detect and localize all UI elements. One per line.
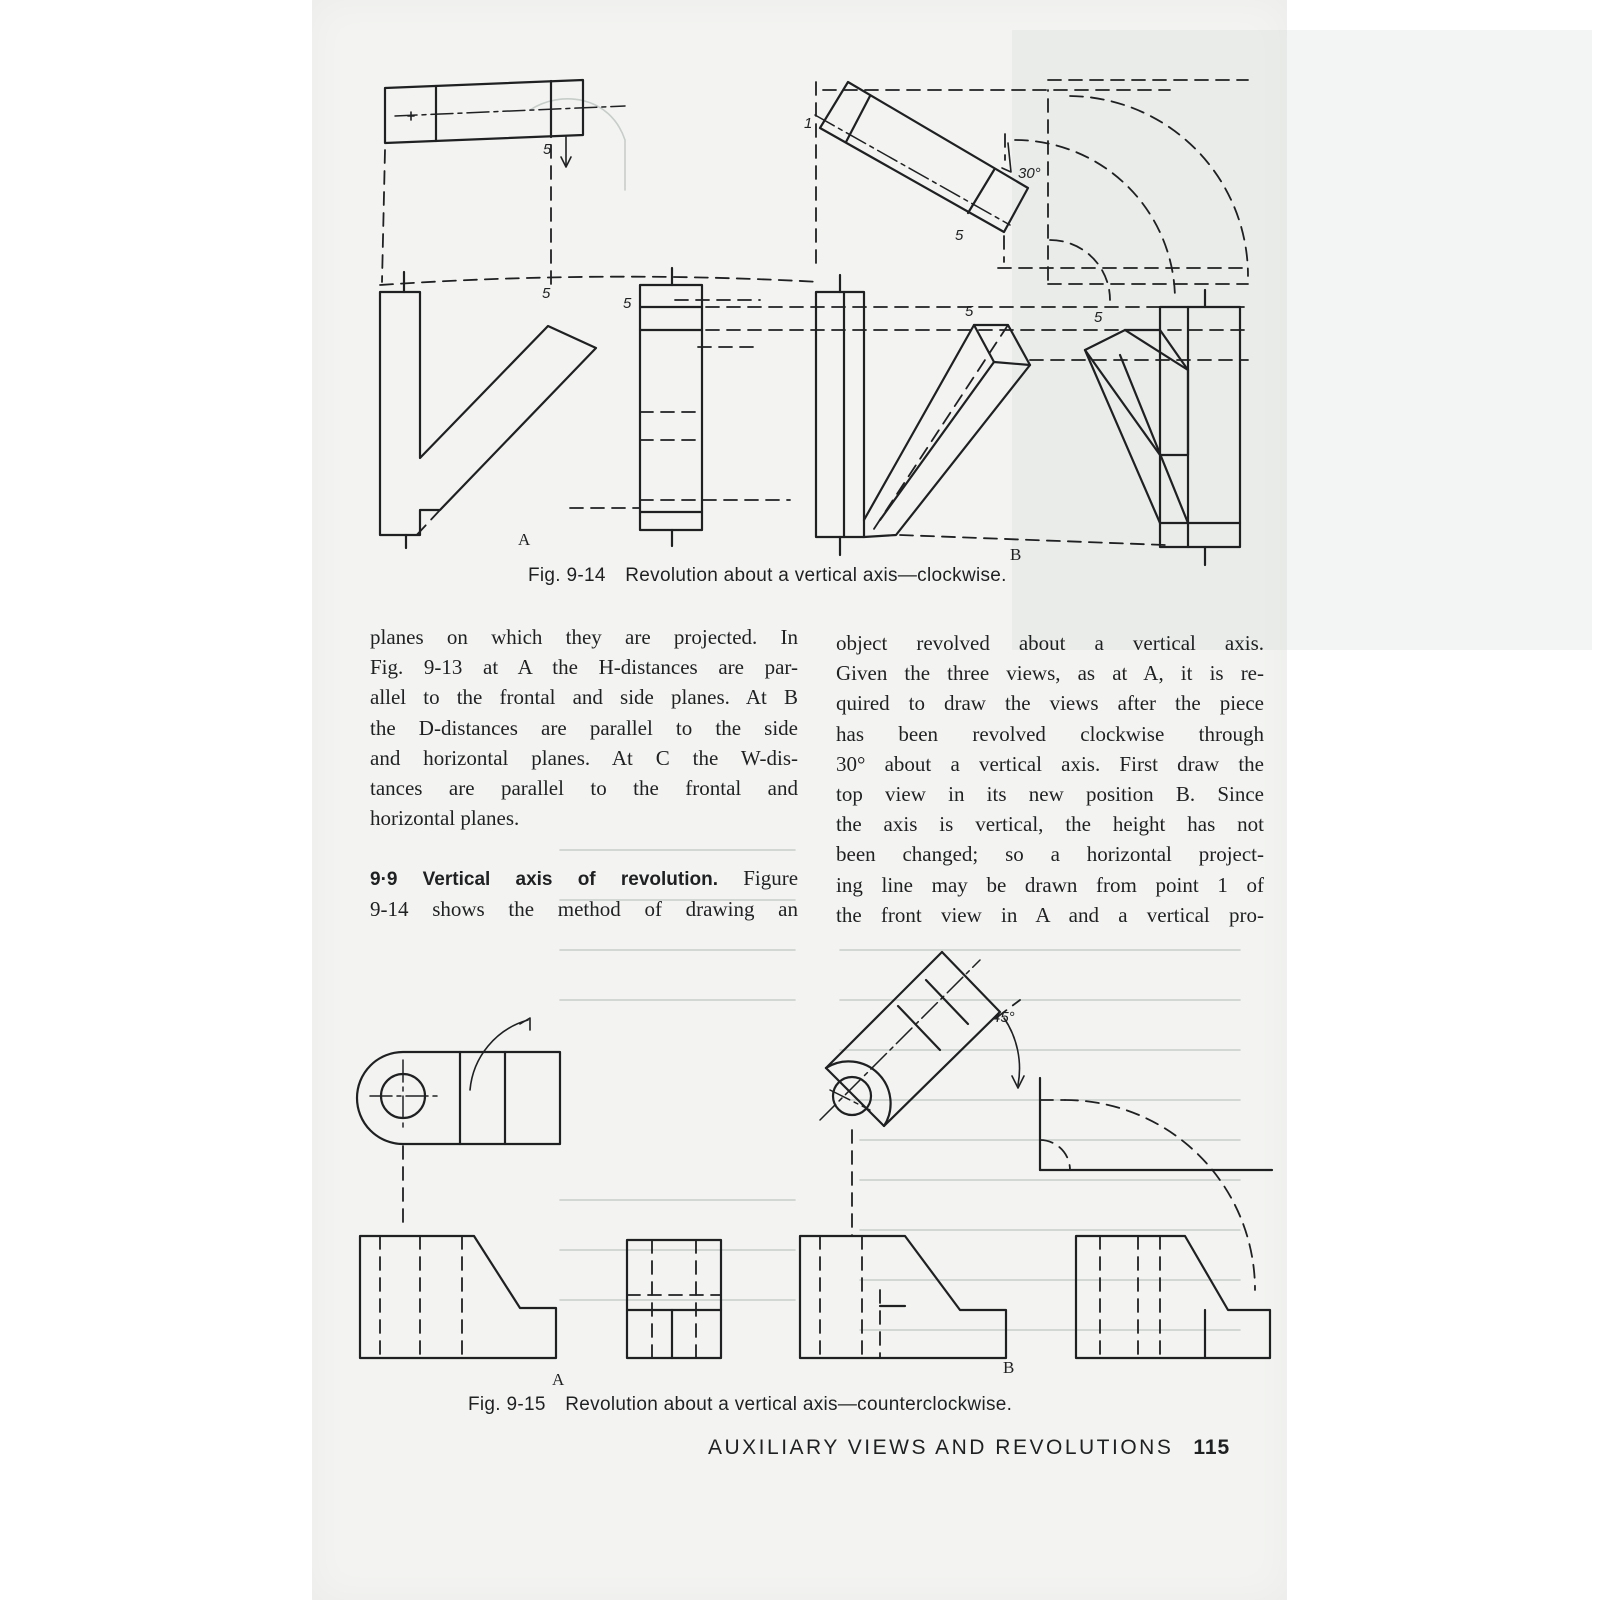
right-line-6: top view in its new position B. Since	[836, 781, 1264, 806]
right-text-column	[836, 628, 1264, 930]
section-9-9-first-line	[370, 863, 798, 893]
page-number: 115	[1193, 1436, 1231, 1459]
fig-9-14-point-5-top-a: 5	[543, 141, 552, 158]
fig-9-14-top-view-a	[385, 80, 625, 167]
section-line-2: 9-14 shows the method of drawing an	[370, 896, 798, 921]
right-line-9: ing line may be drawn from point 1 of	[836, 872, 1264, 897]
fig-9-14-caption	[528, 565, 1007, 587]
fig-9-14-top-view-b	[815, 82, 1170, 268]
right-line-1: object revolved about a vertical axis.	[836, 631, 1264, 655]
right-line-2: Given the three views, as at A, it is re-	[836, 661, 1264, 686]
fig-9-15-side-view-a	[627, 1240, 721, 1358]
page-footer	[708, 1436, 1230, 1460]
right-line-8: been changed; so a horizontal project-	[836, 842, 1264, 867]
left-line-3: allel to the frontal and side planes. At B	[370, 685, 798, 710]
right-line-10: the front view in A and a vertical pro-	[836, 902, 1264, 927]
fig-9-14-projection-lines-a	[380, 145, 820, 508]
fig-9-15-label-b: B	[1003, 1358, 1015, 1377]
fig-9-14-point-1: 1	[804, 115, 813, 132]
fig-9-14-front-view-a	[380, 272, 596, 548]
fig-9-15-top-view-a	[357, 1018, 560, 1144]
fig-9-15-label-a: A	[552, 1370, 565, 1389]
fig-9-14-side-view-a	[640, 268, 702, 546]
fig-9-14-label-a: A	[518, 530, 531, 549]
right-line-3: quired to draw the views after the piece	[836, 691, 1264, 716]
fig-9-14-point-5-front-a: 5	[542, 285, 551, 302]
fig-9-14-angle: 30°	[1018, 165, 1041, 182]
fig-9-14-number: Fig. 9-14	[528, 565, 606, 586]
right-line-7: the axis is vertical, the height has not	[836, 812, 1264, 837]
right-line-4: has been revolved clockwise through	[836, 721, 1264, 746]
running-head: AUXILIARY VIEWS AND REVOLUTIONS	[708, 1436, 1174, 1459]
fig-9-14-point-5-side-b: 5	[1094, 309, 1103, 326]
left-line-5: and horizontal planes. At C the W-dis-	[370, 745, 798, 770]
fig-9-14-point-5-top-b: 5	[955, 227, 964, 244]
left-line-7: horizontal planes.	[370, 806, 520, 831]
fig-9-15-side-view-b	[1076, 1236, 1270, 1358]
fig-9-15-caption	[468, 1394, 1012, 1416]
section-line-1: Figure	[743, 866, 799, 891]
fig-9-15-miter-arcs	[852, 1078, 1272, 1290]
left-line-2: Fig. 9-13 at A the H-distances are par-	[370, 655, 798, 680]
fig-9-15-front-view-a	[360, 1236, 556, 1358]
fig-9-14-label-b: B	[1010, 545, 1022, 564]
section-heading: 9·9 Vertical axis of revolution.	[370, 869, 718, 891]
fig-9-14-title: Revolution about a vertical axis—clockwise.	[625, 565, 1007, 586]
fig-9-14-point-5-front-b: 5	[965, 303, 974, 320]
fig-9-14-point-5-side-a: 5	[623, 295, 632, 312]
fig-9-15-number: Fig. 9-15	[468, 1394, 546, 1415]
left-line-6: tances are parallel to the frontal and	[370, 775, 798, 800]
fig-9-15-title: Revolution about a vertical axis—counterclockwise.	[565, 1394, 1013, 1415]
fig-9-14-miter-arcs	[706, 80, 1248, 360]
left-text-column	[370, 622, 798, 924]
left-line-1: planes on which they are projected. In	[370, 625, 798, 649]
fig-9-15-front-view-b	[800, 1236, 1006, 1358]
fig-9-15-angle: 45°	[992, 1009, 1015, 1026]
right-line-5: 30° about a vertical axis. First draw the	[836, 751, 1264, 776]
fig-9-14-side-view-b	[1085, 290, 1240, 565]
left-line-4: the D-distances are parallel to the side	[370, 715, 798, 740]
